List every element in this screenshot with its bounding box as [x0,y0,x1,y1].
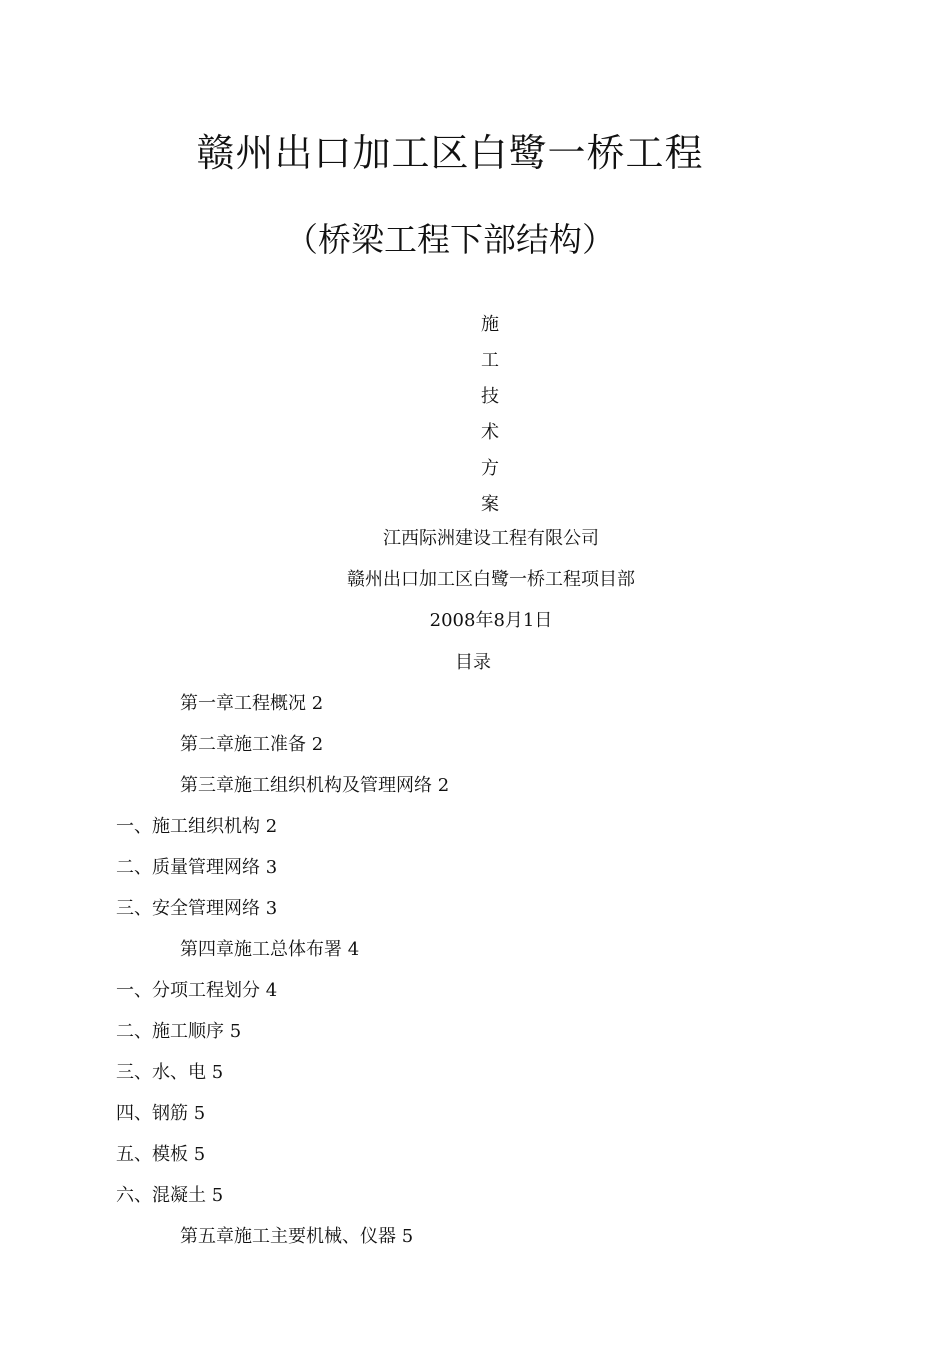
toc-entry[interactable]: 三、水、电 5 [116,1062,224,1083]
doc-type-char: 施 [481,314,499,335]
toc-entry[interactable]: 二、质量管理网络 3 [116,857,278,878]
company-name: 江西际洲建设工程有限公司 [383,528,599,549]
project-department: 赣州出口加工区白鹭一桥工程项目部 [347,569,635,590]
document-subtitle: （桥梁工程下部结构） [285,220,615,259]
toc-entry[interactable]: 一、施工组织机构 2 [116,816,278,837]
toc-entry[interactable]: 第三章施工组织机构及管理网络 2 [180,775,450,796]
toc-entry[interactable]: 第二章施工准备 2 [180,734,324,755]
toc-entry[interactable]: 二、施工顺序 5 [116,1021,242,1042]
doc-type-char: 术 [481,422,499,443]
doc-type-char: 案 [481,494,499,515]
toc-entry[interactable]: 四、钢筋 5 [116,1103,206,1124]
doc-type-char: 工 [481,350,499,371]
doc-type-char: 技 [481,386,499,407]
doc-type-char: 方 [481,458,499,479]
toc-heading: 目录 [455,652,491,673]
toc-entry[interactable]: 第四章施工总体布署 4 [180,939,360,960]
document-title: 赣州出口加工区白鹭一桥工程 [196,131,704,175]
document-date: 2008年8月1日 [429,610,553,631]
toc-entry[interactable]: 六、混凝土 5 [116,1185,224,1206]
toc-entry[interactable]: 第五章施工主要机械、仪器 5 [180,1226,414,1247]
toc-entry[interactable]: 第一章工程概况 2 [180,693,324,714]
toc-entry[interactable]: 五、模板 5 [116,1144,206,1165]
toc-entry[interactable]: 一、分项工程划分 4 [116,980,278,1001]
toc-entry[interactable]: 三、安全管理网络 3 [116,898,278,919]
